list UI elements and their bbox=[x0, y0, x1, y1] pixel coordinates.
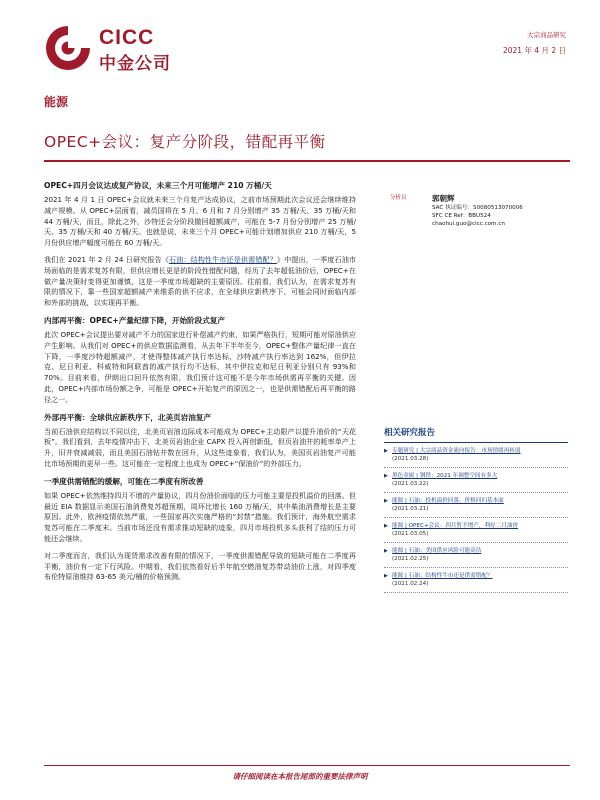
analyst-sfc: SFC CE Ref：BBU524 bbox=[432, 213, 491, 219]
related-item-date: (2021.02.24) bbox=[392, 581, 429, 587]
related-item[interactable] bbox=[384, 472, 568, 493]
related-divider bbox=[384, 442, 568, 443]
related-item-date: (2021.03.28) bbox=[392, 456, 429, 462]
logo-text-cn: 中金公司 bbox=[99, 54, 171, 74]
cicc-logo bbox=[44, 24, 184, 74]
section-heading: 外部再平衡：全球供应新秩序下，北美页岩油复产 bbox=[44, 412, 212, 422]
section-heading: 一季度供需错配的缓解，可能在二季度有所改善 bbox=[44, 476, 204, 486]
analyst-role: 分析员 bbox=[390, 195, 407, 201]
related-item-title[interactable]: 能源 | 石油：结构性牛市还是供需错配？ bbox=[392, 573, 493, 579]
analyst-email[interactable]: chaohui.guo@cicc.com.cn bbox=[432, 221, 505, 227]
title-divider bbox=[44, 160, 570, 162]
bullet-icon: ▶ bbox=[384, 473, 388, 479]
sector-label: 能源 bbox=[44, 95, 69, 109]
related-item-date: (2021.02.25) bbox=[392, 556, 429, 562]
header-meta bbox=[503, 30, 566, 56]
legal-notice: 请仔细阅读在本报告尾部的重要法律声明 bbox=[232, 772, 368, 781]
related-item[interactable] bbox=[384, 547, 568, 568]
bullet-icon: ▶ bbox=[384, 548, 388, 554]
related-reports bbox=[384, 426, 568, 597]
paragraph: 如果 OPEC+依然维持四月不增的产量协议，四月份油价面临的压力可能主要是投机溢价的回落。但最近 EIA 数据显示美国石油消费复苏超预期，周环比增长 160 万桶/天，其中柴油消费增长是主要原因。此外，欧洲疫情依然严重，一些国家再次实施严格的“封禁”措施。我们预计，海外航空需求复苏可能在二季度末。当前市场还没有需求推动短缺的迹象，四月市场投机多头获利了结的压力可能还会继续。 bbox=[44, 490, 356, 543]
related-item-date: (2021.03.22) bbox=[392, 481, 429, 487]
paragraph: 对二季度而言，我们认为现货需求改善有限的情况下，一季度供需错配导致的短缺可能在二季度再平衡，油价有一定下行风险。中期看，我们依然看好后半年航空燃油复苏带动油价上涨，对四季度布伦特原油维持 63-65 美元/桶的价格预测。 bbox=[44, 550, 356, 582]
related-item[interactable] bbox=[384, 447, 568, 468]
bullet-icon: ▶ bbox=[384, 573, 388, 579]
report-series: 大宗商品研究 bbox=[527, 31, 566, 39]
analyst-name: 郭朝辉 bbox=[432, 194, 455, 203]
related-item[interactable] bbox=[384, 522, 568, 543]
related-item-date: (2021.03.05) bbox=[392, 531, 429, 537]
paragraph: 此次 OPEC+会议提出要对减产不力的国家进行补偿减产约束，如果严格执行，短期可能对原油供应产生影响。从我们对 OPEC+的供应数据监测看，从去年下半年至今，OPEC+整体产量纪律一直在下降，一季度沙特超额减产，才使得整体减产执行率达标，沙特减产执行率达到 162%，但伊拉克、尼日利亚、科威特和阿联酋的减产执行均不达标，其中伊拉克和尼日利亚分别只有 93%和 70%。目前来看，伊朗出口回升依然有限，我们预计这可能不是今年市场供需再平衡的关键。因此，OPEC+内部市场份额之争，可能是 OPEC+开始复产的原因之一，也是供需错配后再平衡的路径之一。 bbox=[44, 329, 356, 404]
cicc-logo-mark-icon bbox=[44, 24, 92, 72]
bullet-icon: ▶ bbox=[384, 448, 388, 454]
related-item-title[interactable]: 能源 | OPEC+会议：四月暂不增产，利好二月油价 bbox=[392, 523, 519, 529]
inline-report-link[interactable]: 石油：结构性牛市还是供需错配？ bbox=[168, 254, 277, 264]
related-item-title[interactable]: 专题研究 | 大宗商品资金流向报告：市场情绪再转弱 bbox=[392, 448, 521, 454]
section-heading: 内部再平衡：OPEC+产量纪律下降，开始阶段式复产 bbox=[44, 315, 226, 325]
bullet-icon: ▶ bbox=[384, 523, 388, 529]
page-title: OPEC+会议：复产分阶段，错配再平衡 bbox=[44, 133, 326, 151]
footer-divider bbox=[44, 765, 570, 766]
related-item-title[interactable]: 黑色金属 | 钢铁：2021 年调整空间有多大 bbox=[392, 473, 498, 479]
main-body bbox=[44, 180, 356, 589]
analyst-info bbox=[432, 193, 523, 228]
related-item-title[interactable]: 能源 | 石油：投机溢价回落，价格回归基本面 bbox=[392, 498, 504, 504]
analyst-sac: SAC 执证编号：S0080513070006 bbox=[432, 205, 523, 211]
paragraph-with-link: 我们在 2021 年 2 月 24 日研究报告《石油：结构性牛市还是供需错配？》中提出，一季度石油市场面临的是需求复苏有限，但供应增长更是的阶段性错配问题，经历了去年超低油价后，OPEC+在做产量决策时变得更加谨慎，这是一季度市场超缺的主要原因。往前看，我们认为，在需求复苏有限的情况下，靠一些国家超额减产来维系的供不应求，在全球供应新秩序下，可能会同时面临内部和外部的挑战，以实现再平衡。 bbox=[44, 254, 357, 308]
section-heading: OPEC+四月会议达成复产协议，未来三个月可能增产 210 万桶/天 bbox=[44, 181, 272, 190]
report-date: 2021 年 4 月 2 日 bbox=[502, 46, 566, 55]
related-item[interactable] bbox=[384, 497, 568, 518]
bullet-icon: ▶ bbox=[384, 498, 388, 504]
related-item[interactable] bbox=[384, 572, 568, 593]
related-title: 相关研究报告 bbox=[384, 428, 436, 438]
related-item-title[interactable]: 能源 | 石油：美国供应风险可能高估 bbox=[392, 548, 482, 554]
paragraph: 当前石油供应结构以不同以往，北美页岩油边际成本可能成为 OPEC+主动限产以提升油价的“天花板”。我们看到，去年疫情冲击下，北美页岩油企业 CAPX 投入再创新低，但页岩油井的耗率单产上升，旧井衰减减弱，而且美国石油钻井数在回升，从这些迹象看，我们认为，美国页岩油复产可能比市场预期的更早一些。这可能在一定程度上也成为 OPEC+“保油价”的外部压力。 bbox=[44, 426, 356, 468]
paragraph: 2021 年 4 月 1 日 OPEC+会议就未来三个月复产达成协议，之前市场预期此次会议还会继续维持减产规模。从 OPEC+层面看，减员国将在 5 月、6 月和 7 月分别增产 35 万桶/天、35 万桶/天和 44 万桶/天，而且，除此之外，沙特还会分阶段撤回超额减产，可能在 5-7 月份分别增产 25 万桶/天、35 万桶/天和 40 万桶/天。也就是说，未来三个月 OPEC+可能计划增加供应 210 万桶/天，5 月份供应增产幅度可能在 60 万桶/天。 bbox=[44, 195, 356, 248]
logo-text-en: CICC bbox=[99, 26, 155, 49]
related-item-date: (2021.03.21) bbox=[392, 506, 429, 512]
